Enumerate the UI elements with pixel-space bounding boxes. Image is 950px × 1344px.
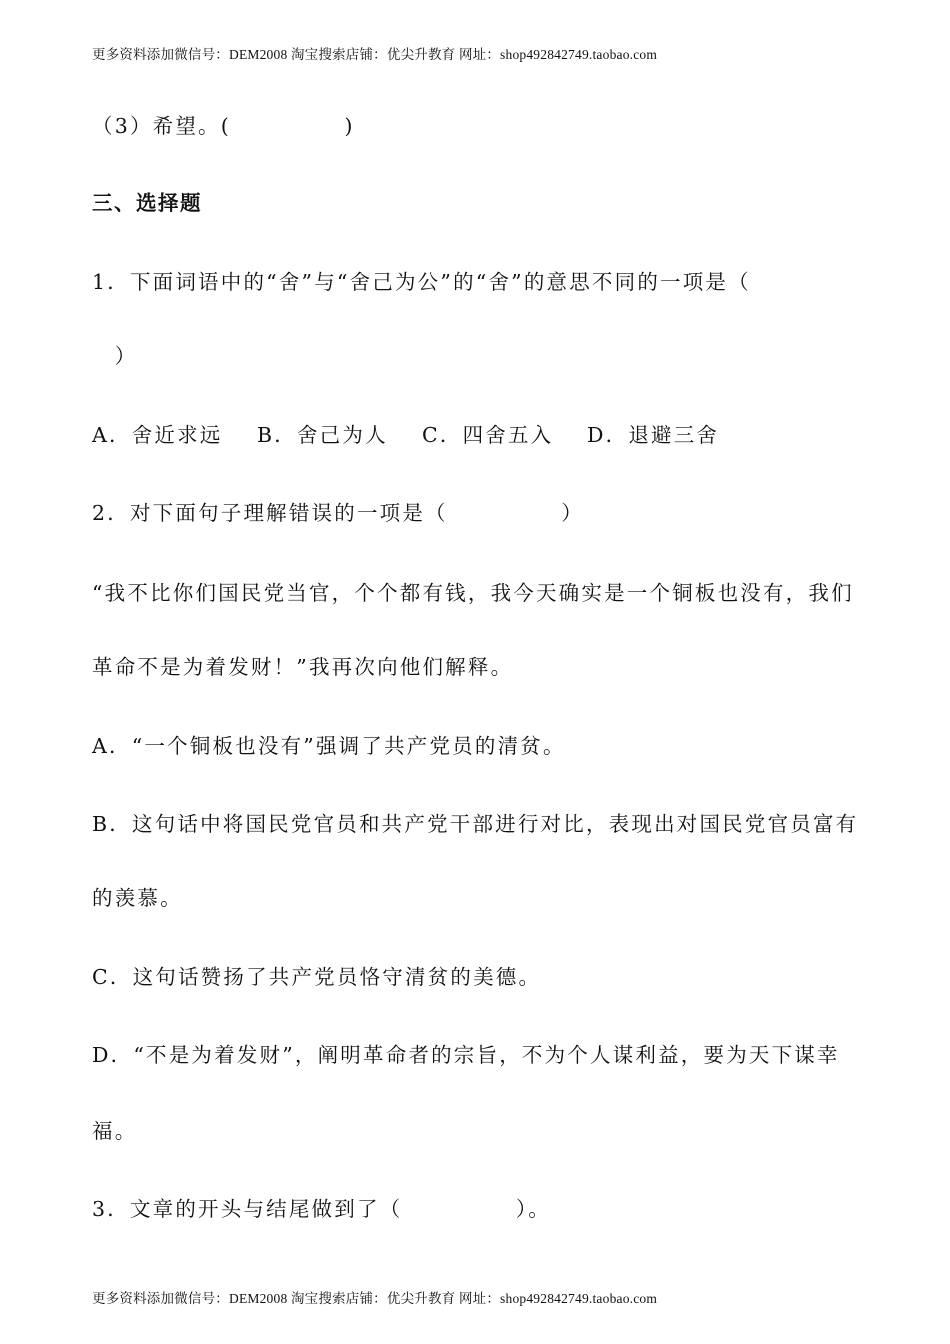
question-1-option-c: C．四舍五入 bbox=[422, 423, 554, 447]
question-2-quote-line2: 革命不是为着发财！”我再次向他们解释。 bbox=[92, 655, 514, 679]
fill-item-3: （3）希望。( ) bbox=[92, 114, 355, 138]
question-2-option-d-cont: 福。 bbox=[92, 1119, 138, 1143]
page-header: 更多资料添加微信号：DEM2008 淘宝搜索店铺：优尖升教育 网址：shop492842749.taobao.com bbox=[92, 47, 658, 62]
question-2-option-d: D．“不是为着发财”，阐明革命者的宗旨，不为个人谋利益，要为天下谋幸 bbox=[92, 1043, 840, 1067]
question-1-stem: 1．下面词语中的“舍”与“舍己为公”的“舍”的意思不同的一项是（ bbox=[92, 270, 751, 294]
question-2-quote-line1: “我不比你们国民党当官，个个都有钱，我今天确实是一个铜板也没有，我们 bbox=[92, 581, 854, 605]
question-2-option-c: C．这句话赞扬了共产党员恪守清贫的美德。 bbox=[92, 965, 542, 989]
question-1-option-d: D．退避三舍 bbox=[587, 423, 720, 447]
question-1-option-a: A．舍近求远 bbox=[92, 423, 223, 447]
question-1-option-b: B．舍己为人 bbox=[257, 423, 388, 447]
page-footer: 更多资料添加微信号：DEM2008 淘宝搜索店铺：优尖升教育 网址：shop492842749.taobao.com bbox=[92, 1291, 658, 1306]
question-1-options bbox=[92, 425, 719, 446]
question-2-option-b-cont: 的羡慕。 bbox=[92, 886, 183, 910]
question-1-stem-cont: ） bbox=[92, 344, 138, 368]
question-2-option-a: A．“一个铜板也没有”强调了共产党员的清贫。 bbox=[92, 734, 566, 758]
question-2-option-b: B．这句话中将国民党官员和共产党干部进行对比，表现出对国民党官员富有 bbox=[92, 812, 859, 836]
question-2-stem: 2．对下面句子理解错误的一项是（ ） bbox=[92, 501, 584, 525]
section-title: 三、选择题 bbox=[92, 191, 202, 215]
question-3-stem: 3．文章的开头与结尾做到了（ ）。 bbox=[92, 1197, 551, 1221]
